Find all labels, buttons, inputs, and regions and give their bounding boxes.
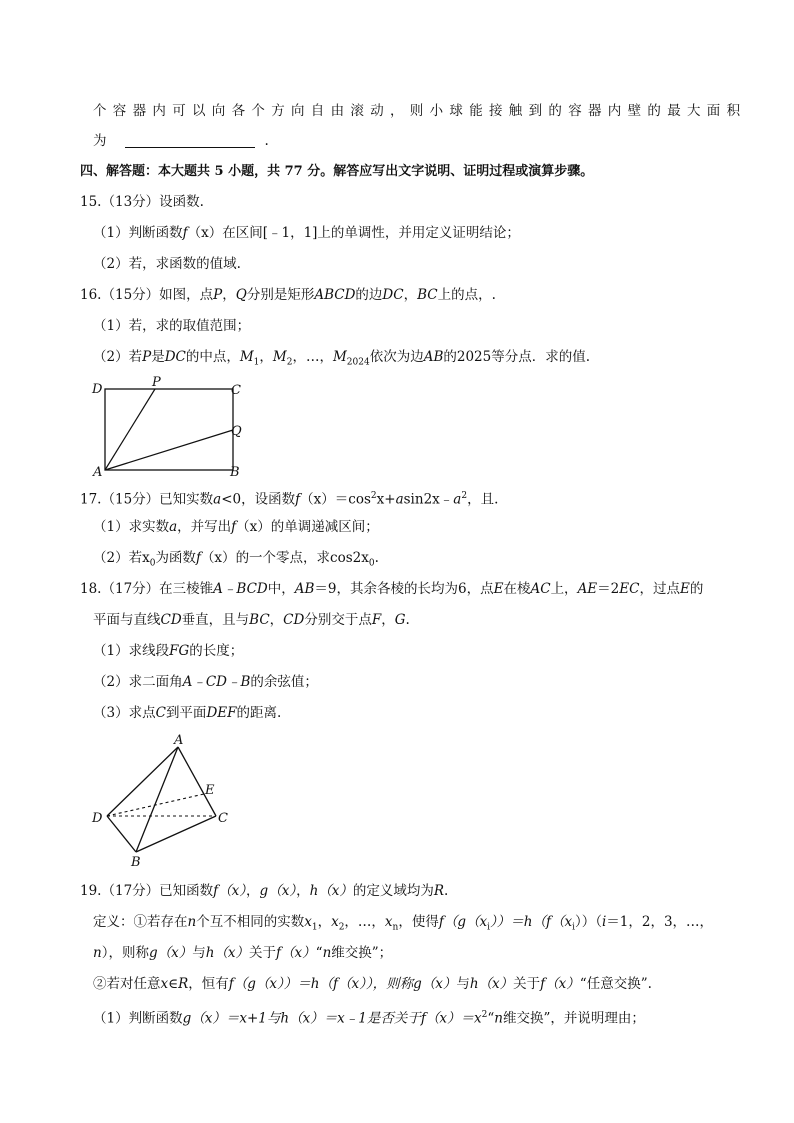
q15-x: （x）: [187, 225, 223, 241]
segment-aq: [105, 430, 233, 470]
q17-number: 17.: [80, 491, 102, 508]
prev-line2-prefix: 为: [93, 133, 107, 149]
q19-sep2: ，: [296, 883, 310, 899]
q17-text-f: ，且.: [467, 491, 499, 508]
prev-line2-suffix: .: [264, 133, 269, 149]
q19-def-line1: 定义：①若存在n个互不相同的实数$x_1$，$x_2$，…，$x_n$，使得$f(g(x_i))=h(f(x_i))(i=1$，2，3，…，: [93, 914, 714, 933]
q19-sn: n: [392, 922, 399, 933]
q18-text-g: ，过点: [639, 581, 680, 597]
q15-stem: [80, 192, 204, 212]
q16-sub2: 2: [286, 357, 293, 368]
q19-def-g: ＝1，2，3，…，: [606, 914, 714, 930]
q18-E2: E: [679, 581, 690, 597]
q16-number: 16.: [80, 287, 102, 303]
q17-part1: [93, 517, 379, 537]
q17-x: （x）: [300, 491, 335, 508]
q17-part2-c: 的一个零点，求cos2x: [235, 550, 369, 566]
q19-i: i: [601, 914, 607, 930]
q19-n3: n: [322, 945, 332, 961]
edge-ad: [107, 747, 178, 816]
q17-text-d: x+: [376, 491, 396, 508]
q19-line3-b: 与: [192, 945, 206, 961]
q17-a2: a: [395, 491, 404, 508]
label-P: P: [152, 375, 161, 390]
q17-part1-f: f: [231, 519, 237, 535]
q16-part2-d: 依次为边: [369, 349, 424, 365]
q19-x2: x: [331, 914, 339, 930]
label-A: A: [93, 465, 103, 480]
q18-line2-a: 平面与直线: [93, 612, 161, 628]
q18-text-c: ＝9，其余各棱的长均为6，点: [314, 581, 494, 597]
q19-n2: n: [93, 945, 102, 961]
q19-number: 19.: [80, 883, 102, 899]
q18-G: G: [394, 612, 406, 628]
q19-def-c: ，使得: [398, 914, 439, 930]
label-D: D: [92, 811, 103, 826]
q19-score: （17分）: [101, 883, 160, 899]
q19-part1-f: 维交换”，并说明理由；: [502, 1010, 645, 1027]
q18-text-e: 上，: [550, 581, 578, 597]
q16-stem: [80, 285, 496, 305]
q19-line3-d: “: [315, 945, 323, 961]
q17-part2-b: 为函数: [155, 550, 196, 566]
q19-fx2: f（x）: [276, 945, 316, 961]
q19-part1-n: n: [494, 1010, 503, 1027]
q19-line4-d: “任意交换”.: [579, 976, 652, 992]
q19-gx3: g（x）: [413, 976, 457, 992]
q17-text-b: <0，设函数: [221, 491, 296, 508]
q19-def-d: f（g（x: [438, 914, 488, 930]
label-E: E: [205, 783, 215, 798]
q19-s1: 1: [311, 922, 318, 933]
q17-part2-x: （x）: [200, 550, 236, 566]
q17-sub0: 0: [149, 558, 156, 569]
q18-ABCD: A﹣BCD: [213, 581, 268, 597]
q18-line2: [93, 610, 410, 630]
q16-text-b: 分别是矩形: [246, 287, 315, 303]
q18-part2: [93, 672, 318, 692]
q19-part1-hx: h（x）: [280, 1010, 324, 1027]
q17-part2-f: f: [195, 550, 201, 566]
q16-M1: M: [239, 349, 254, 365]
q16-sub1: 1: [253, 357, 260, 368]
q18-AB: AB: [294, 581, 315, 597]
q19-hx2: h（x）: [205, 945, 250, 961]
q17-part1-x: （x）: [236, 519, 271, 535]
q16-text-a: 如图，点: [159, 287, 214, 303]
rectangle-figure: [88, 374, 258, 480]
q18-ACDB: A﹣CD﹣B: [182, 674, 251, 690]
q17-score: （15分）: [101, 491, 160, 508]
q16-part2-c: 的中点，: [185, 349, 240, 365]
q19-line4-about: 关于: [513, 976, 541, 992]
q18-text-a: 在三棱锥: [159, 581, 214, 597]
label-Q: Q: [231, 424, 242, 439]
label-C: C: [231, 383, 241, 398]
q19-hx3: h（x）: [469, 976, 514, 992]
q17-text-e: sin2x﹣: [403, 491, 454, 508]
segment-ap: [105, 389, 155, 470]
q17-stem: [80, 486, 498, 510]
q18-C: C: [155, 705, 166, 721]
q19-part1-b: ＝x+1与: [225, 1010, 281, 1027]
q18-line2-e: .: [405, 612, 410, 628]
q18-part2-a: （2）求二面角: [93, 674, 183, 690]
q16-score: （15分）: [101, 287, 160, 303]
q18-part3: [93, 703, 281, 723]
q19-text-a: 已知函数: [159, 883, 214, 899]
q19-fx: f（x）: [213, 883, 247, 899]
q19-si2: i: [572, 922, 575, 933]
q16-BC: BC: [417, 287, 438, 303]
q19-line4-with: 与: [456, 976, 470, 992]
q15-number: 15.: [80, 194, 102, 210]
section-heading: 四、解答题：本大题共 5 小题，共 77 分。解答应写出文字说明、证明过程或演算步骤。: [80, 164, 594, 179]
q17-text-c: ＝cos: [334, 491, 371, 508]
q18-part1: [93, 641, 243, 661]
q18-part1-a: （1）求线段: [93, 643, 170, 659]
q17-part2: [93, 548, 379, 574]
q18-part2-b: 的余弦值；: [250, 674, 318, 690]
q19-R: R: [433, 883, 445, 899]
q15-part2: （2）若，求函数的值域.: [93, 256, 241, 272]
q17-part2-a: （2）若x: [93, 550, 150, 566]
q19-sup2: 2: [481, 1010, 488, 1020]
q17-a3: a: [453, 491, 462, 508]
q15-part1-text: （1）判断函数: [93, 225, 183, 241]
q16-part1: （1）若，求的取值范围；: [93, 318, 251, 334]
q18-AE: AE: [577, 581, 598, 597]
q19-line4-a: ②若对任意: [93, 976, 161, 992]
q16-sep: ，: [222, 287, 236, 303]
q16-M2024: M: [332, 349, 347, 365]
q18-BC: BC: [249, 612, 270, 628]
q16-ellipsis: ，…，: [292, 349, 333, 365]
q16-DC: DC: [382, 287, 404, 303]
q15-score: （13分）: [101, 194, 160, 210]
q16-text-d: 上的点，.: [437, 287, 496, 303]
q18-F: F: [371, 612, 382, 628]
q16-part2-DC: DC: [164, 349, 186, 365]
q17-f: f: [295, 491, 301, 508]
q19-stem: [80, 881, 448, 901]
q18-score: （17分）: [101, 581, 160, 597]
q19-sep1: ，: [246, 883, 260, 899]
q18-CD: CD: [160, 612, 182, 628]
q16-part2-P: P: [142, 349, 152, 365]
q15-part1: [93, 223, 520, 243]
q18-text-f: ＝2: [597, 581, 620, 597]
edge-ac: [178, 747, 216, 816]
q18-part1-b: 的长度；: [189, 643, 244, 659]
label-B: B: [131, 855, 141, 868]
q18-text-b: 中，: [267, 581, 295, 597]
q19-part1: [93, 1005, 645, 1029]
q19-gx2: g（x）: [148, 945, 193, 961]
q18-line2-c: ，: [269, 612, 284, 628]
q17-text-a: 已知实数: [159, 491, 214, 508]
q18-line2-d: 分别交于点: [304, 612, 372, 628]
q15-f: f: [182, 225, 188, 241]
q16-Q: Q: [235, 287, 247, 303]
q16-P: P: [213, 287, 223, 303]
q19-part1-e: “: [487, 1010, 495, 1027]
q19-part1-a: （1）判断函数: [93, 1010, 183, 1027]
q17-a: a: [213, 491, 222, 508]
q18-text-d: 在棱: [503, 581, 531, 597]
q18-DEF: DEF: [206, 705, 237, 721]
q18-FG: FG: [169, 643, 190, 659]
answer-blank[interactable]: [125, 133, 255, 148]
q19-def-line2: [93, 943, 392, 963]
q19-s2: 2: [338, 922, 345, 933]
q16-part2: [93, 347, 590, 373]
q19-def-f: ））（: [574, 914, 602, 930]
q18-CD2: CD: [283, 612, 305, 628]
q16-part2-e: 的2025等分点．求的值.: [443, 349, 591, 365]
q19-xinR: x∈R: [160, 976, 189, 992]
q19-line3-c: 关于: [249, 945, 277, 961]
q19-def-b: 个互不相同的实数: [196, 914, 305, 930]
label-A: A: [174, 733, 184, 748]
q17-part1-c: 的单调递减区间；: [270, 519, 379, 535]
q19-line4-b: ，恒有: [188, 976, 229, 992]
q19-hx: h（x）: [309, 883, 353, 899]
q15-part1-rest: 在区间[﹣1，1]上的单调性，并用定义证明结论；: [222, 225, 520, 241]
q16-sub2024: 2024: [346, 357, 370, 368]
q19-x1: x: [304, 914, 312, 930]
q16-part2-b: 是: [151, 349, 165, 365]
q18-part3-c: 的距离.: [236, 705, 282, 721]
q17-sup2: 2: [370, 491, 377, 501]
label-B: B: [230, 465, 240, 480]
q16-M2: M: [272, 349, 287, 365]
q17-sub0b: 0: [368, 558, 375, 569]
edge-db: [107, 816, 136, 852]
q19-part1-c: ＝x﹣1是否关于: [323, 1010, 421, 1027]
q18-number: 18.: [80, 581, 102, 597]
prev-problem-line2: [93, 131, 269, 151]
q16-sep3: ，: [259, 349, 273, 365]
q19-sep3: ，: [317, 914, 332, 930]
q19-part1-gx: g（x）: [182, 1010, 226, 1027]
q17-sup2b: 2: [461, 491, 468, 501]
q17-part1-var: a: [169, 519, 178, 535]
q19-part1-d: ＝x: [460, 1010, 482, 1027]
q19-line3-a: ），则称: [101, 945, 149, 961]
tetrahedron-figure: [88, 732, 248, 868]
q19-text-c: 的定义域均为: [352, 883, 434, 899]
q18-line2-b: 垂直，且与: [181, 612, 250, 628]
q15-stem-text: 设函数.: [159, 194, 204, 210]
prev-problem-line1: 个容器内可以向各个方向自由滚动，则小球能接触到的容器内壁的最大面积: [93, 103, 747, 119]
q16-sep2: ，: [403, 287, 418, 303]
q19-n: n: [187, 914, 197, 930]
q19-xn: x: [384, 914, 393, 930]
q17-part1-b: ，并写出: [177, 519, 232, 535]
q19-text-d: .: [444, 883, 449, 899]
q17-part1-a: （1）求实数: [93, 519, 170, 535]
rectangle-abcd: [105, 389, 233, 470]
q19-def-a: 定义：①若存在: [93, 914, 188, 930]
segment-de-hidden: [107, 794, 204, 816]
q19-def-e: ））＝h（f（x: [490, 914, 573, 930]
q16-text-c: 的边: [355, 287, 383, 303]
q16-part2-a: （2）若: [93, 349, 143, 365]
q18-line2-sep: ，: [381, 612, 395, 628]
q18-stem: [80, 579, 703, 599]
q19-si: i: [487, 922, 490, 933]
q19-def-line3: [93, 974, 652, 994]
q19-fx3: f（x）: [540, 976, 580, 992]
q19-part1-fx: f（x）: [420, 1010, 461, 1027]
q18-AC: AC: [530, 581, 551, 597]
q18-text-h: 的: [689, 581, 704, 597]
label-D: D: [92, 382, 103, 397]
q18-EC: EC: [619, 581, 640, 597]
label-C: C: [218, 811, 228, 826]
q19-gx: g（x）: [259, 883, 297, 899]
q18-E: E: [493, 581, 504, 597]
q18-part3-a: （3）求点: [93, 705, 156, 721]
q17-part2-d: .: [374, 550, 379, 566]
q19-line4-c: f（g（x））＝h（f（x）），则称: [228, 976, 414, 992]
q16-AB: AB: [423, 349, 444, 365]
q19-line3-e: 维交换”；: [331, 945, 393, 961]
q18-part3-b: 到平面: [165, 705, 207, 721]
q16-ABCD: ABCD: [314, 287, 356, 303]
